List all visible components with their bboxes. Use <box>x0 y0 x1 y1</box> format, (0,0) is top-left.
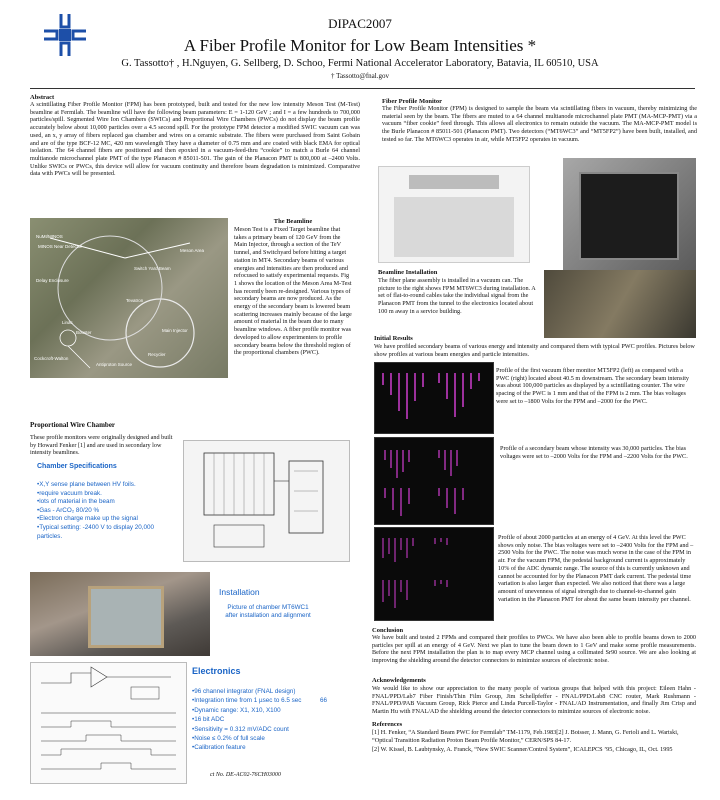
result-caption-1: Profile of the first vacuum fiber monitor MT5FP2 (left) as compared with a PWC (right) located about 40.5 m downstream. The secondary beam intensity was about 100,000 particles as displayed by a scintillating counter. The wire spacing of the PWC is 1 mm and that of the FPM is 2 mm. The bias voltages were set to –1800 Volts for the FPM and –2000 for the PWC. <box>496 367 690 405</box>
map-label: Tevatron <box>126 298 144 303</box>
fpm-small-photo <box>378 166 530 263</box>
electronics-item: •Calibration feature <box>192 744 246 752</box>
spec-item: •X,Y sense plane between HV foils. <box>37 481 136 488</box>
chamber-specs-heading: Chamber Specifications <box>37 463 117 470</box>
fermilab-site-map <box>30 218 228 378</box>
result-caption-3: Profile of about 2000 particles at an energy of 4 GeV. At this level the PWC shows only noise. The bias voltages were set to –2400 Volts for the FPM and –2500 Volts for the PWC. The noise was much worse in the case of the FPM in air. For the vacuum FPM, the pedestal background current is approximately 10% of the ADC dynamic range. The source of this is currently unknown and cannot be accounted for by the Planacon PMT dark current. The pedestal time variation is also larger than expected. We also noticed that there was a large amount of unevenness of signal strength due to channel-to-channel gain variation in the Planacon PMT for about the same beam intensity per channel. <box>498 534 694 603</box>
acknowledgements-text: We would like to show our appreciation to the many people of various groups that helped with this project: Eileen Hahn - FNAL/PPD/Lab7 Fiber Finish/Thin Film Group, Jim Schellpfeffer - FNAL/PPD/Lab8 CNC router, Mark Rushmann - FNAL/PPD/PAB Vacuum Group, Rick Pierce and Linda Purcell-Taylor - FNAL/AD Instrumentation, and finally Jim Crisp and Martin Hu with FNAL/AD the shielding around the detector connectors to minimize sources of electronic noise. <box>372 685 696 716</box>
installation-photo <box>30 572 210 656</box>
map-label: Main Injector <box>162 328 188 333</box>
map-label: Meson Area <box>180 248 205 253</box>
map-label: Antiproton Source <box>96 362 133 367</box>
electronics-item: •Noise ≤ 0.2% of full scale <box>192 735 265 743</box>
reference-2: [2] W. Kissel, B. Laubtynsky, A. Franck, “New SWIC Scanner/Control System”, ICALEPCS ’95, Chicago, IL, Oct. 1995 <box>372 746 673 753</box>
page-number: 66 <box>320 697 328 704</box>
chamber-schematic <box>184 441 349 561</box>
map-label: Recycler <box>148 352 166 357</box>
beamline-install-heading: Beamline Installation <box>378 269 438 276</box>
beamline-text: Meson Test is a Fixed Target beamline that takes a primary beam of 120 GeV from the Main Injector, through a section of the TeV tunnel, and Switchyard before hitting a target station in MT4. Secondary beams of various energies and intensities are then produced and refocused to satisfy experimental requests. Fig 1 shows the location of the Meson Area M-Test has recently been re-designed. Various types of secondary beams are now produced. As the energy of the secondary beam is lowered beam scattering increases mainly because of the large amount of material in the beam due to many beamline windows. A fiber profile monitor was developed to allow experimenters to profile secondary beams below the threshold region of the proportional chambers (PWC). <box>234 226 352 357</box>
scope-plot-3 <box>374 527 494 621</box>
poster-title: A Fiber Profile Monitor for Low Beam Intensities * <box>183 36 537 55</box>
result-caption-2: Profile of a secondary beam whose intensity was 30,000 particles. The bias voltages were set to –2000 Volts for the FPM and –2200 Volts for the PWC. <box>500 445 688 460</box>
reference-1: [1] H. Fenker, “A Standard Beam PWC for Fermilab” TM-1179, Feb.1983[2] J. Boisser, J. Mann, G. Ferioli and L. Wartski, “Optical Transition Radiation Proton Beam Profile Monitor,” CERN/SPS 84-17. <box>372 729 679 744</box>
map-label: NuMI/MINOS <box>36 234 63 239</box>
chamber-drawing <box>183 440 350 562</box>
installation-caption <box>208 604 328 620</box>
photo-content <box>394 197 514 257</box>
scope-plot-2 <box>374 437 494 525</box>
header-divider <box>30 88 695 89</box>
electronics-item: •96 channel integrator (FNAL design) <box>192 688 296 695</box>
photo-label-placeholder <box>409 175 499 189</box>
fpm-heading: Fiber Profile Monitor <box>382 98 443 105</box>
beamline-install-photo <box>544 270 696 338</box>
profile-bars <box>375 363 493 433</box>
authors: G. Tassotto† , H.Nguyen, G. Sellberg, D. Schoo, Fermi National Accelerator Laboratory, Batavia, IL 60510, USA <box>121 58 599 69</box>
profile-bars <box>375 528 493 620</box>
electronics-item: •Integration time from 1 µsec to 6.5 sec <box>192 697 302 705</box>
electronics-schematic <box>30 662 187 784</box>
pwc-heading: Proportional Wire Chamber <box>30 421 116 429</box>
electronics-list <box>192 687 312 753</box>
spec-item: •require vacuum break. <box>37 489 102 497</box>
conclusion-heading: Conclusion <box>372 627 404 634</box>
map-label: Delay Enclosure <box>36 278 69 283</box>
acknowledgements-heading: Acknowledgements <box>372 677 426 684</box>
spec-item: •Electron charge make up the signal <box>37 515 138 523</box>
map-label: Linac <box>62 320 73 325</box>
map-label: MINOS Near Detector <box>38 244 83 249</box>
caption-line: after installation and alignment <box>225 612 311 619</box>
abstract-text: A scintillating Fiber Profile Monitor (FPM) has been prototyped, built and tested for the new low intensity Meson Test (M-Test) beamline at Fermilab. The beamline will have the following beam parameters: E = 1-120 GeV ; and I = a few hundreds to 700,000 particles/spill. Segmented Wire Ion Chambers (SWICs) and Proportional Wire Chambers (PWCs) do not display the beam profile accurately below about 10,000 particles over a 4.5 second spill. For the prototype FPM detector a modified SWIC vacuum can was used, an x, y array of fibers replaced gas chamber and wires on a ceramic substrate. The fibers were purchased from Saint Gobain and are of the type BCF-12 MC, 420 nm wavelength They have a diameter of 0.75 mm and are coated with black EMA for optical isolation. The 64 channel fibers are positioned and then epoxied in a vacuum-feed-thru “cookie” to match a Burle 64 channel multianode microchannel plate PMT of the type Planacon # 85011-501. The gain of the Planacon PMT is 800,000 at –2400 Volts. Unlike SWICs or PWCs, this device will allow for vacuum continuity and therefore beam degradation is minimized. Comparative data with PWCs will be presented. <box>30 101 360 178</box>
profile-bars <box>375 438 493 524</box>
chamber-frame <box>88 586 164 648</box>
initial-results-text: We have profiled secondary beams of various energy and intensity and compared them with typical PWC profiles. Pictures below show profiles at various beam energies and particle intensities. <box>374 343 695 358</box>
abstract-heading: Abstract <box>30 94 55 101</box>
map-label: Cockcroft-Walton <box>34 356 69 361</box>
installation-heading: Installation <box>219 587 260 597</box>
electronics-item: •Sensitivity = 0.312 mV/ADC count <box>192 725 289 733</box>
map-label: Booster <box>76 330 92 335</box>
caption-line: Picture of chamber MT6WC1 <box>227 604 309 611</box>
author-email: † Tassotto@fnal.gov <box>331 72 389 80</box>
spec-item: •Gas - ArCO₂ 80/20 % <box>37 506 100 514</box>
electronics-heading: Electronics <box>192 666 241 676</box>
circuit-diagram <box>31 663 186 783</box>
electronics-item: •16 bit ADC <box>192 716 225 724</box>
beamline-install-text: The fiber plane assembly is installed in a vacuum can. The picture to the right shows FPM MT6WC3 during installation. A set of flat-to-round cables take the individual signal from the Planacon PMT from the tunnel to the electronics located about 100 m away in a service building. <box>378 277 536 315</box>
beamline-heading: The Beamline <box>273 218 313 225</box>
initial-results-heading: Initial Results <box>374 335 413 342</box>
chamber-specs-list <box>37 481 177 541</box>
scope-plot-1 <box>374 362 494 434</box>
conference-name: DIPAC2007 <box>328 16 392 31</box>
conclusion-text: We have built and tested 2 FPMs and compared their profiles to PWCs. We have also been able to profile beams down to 2000 particles per spill at an energy of 4 GeV. Next we plan to tune the beam down to 1 GeV and make some profile measurements. Before the next FPM installation the plan is to map every MCP channel using a collimated Sr90 source. We are also looking at improving the shielding around the detector connectors to minimize sources of electronic noise. <box>372 634 696 665</box>
spec-item: •lots of material in the beam <box>37 498 115 506</box>
contract-footnote: ct No. DE-AC02-76CH03000 <box>210 772 281 778</box>
references-heading: References <box>372 721 403 728</box>
electronics-item: •Dynamic range: X1, X10, X100 <box>192 706 281 714</box>
pmt-face <box>579 172 679 260</box>
fpm-text: The Fiber Profile Monitor (FPM) is designed to sample the beam via scintillating fibers in vacuum, thereby minimizing the material seen by the beam. The fibers are muted to a 64 channel multianode microchannel plate PMT (MA-MCP-PMT) via a vacuum “fiber cookie” feed through. This allows all electronics to remain outside the vacuum. The MA-MCP-PMT model is the Burle Planacon # 85011-501 (Planacon PMT). Two detectors (“MT6WC3” and “MT5FP2”) have been built, installed, and tested so far. The MT6WC3 operates in air, while MT5FP2 operates in vacuum. <box>382 105 697 143</box>
pwc-text: These profile monitors were originally designed and built by Howard Fenker [1] and are used in secondary low intensity beamlines. <box>30 434 173 457</box>
spec-item: •Typical setting: -2400 V to display 20,000 particles. <box>37 523 155 540</box>
planacon-photo <box>563 158 696 270</box>
map-label: Switch Yard Beam <box>134 266 171 271</box>
